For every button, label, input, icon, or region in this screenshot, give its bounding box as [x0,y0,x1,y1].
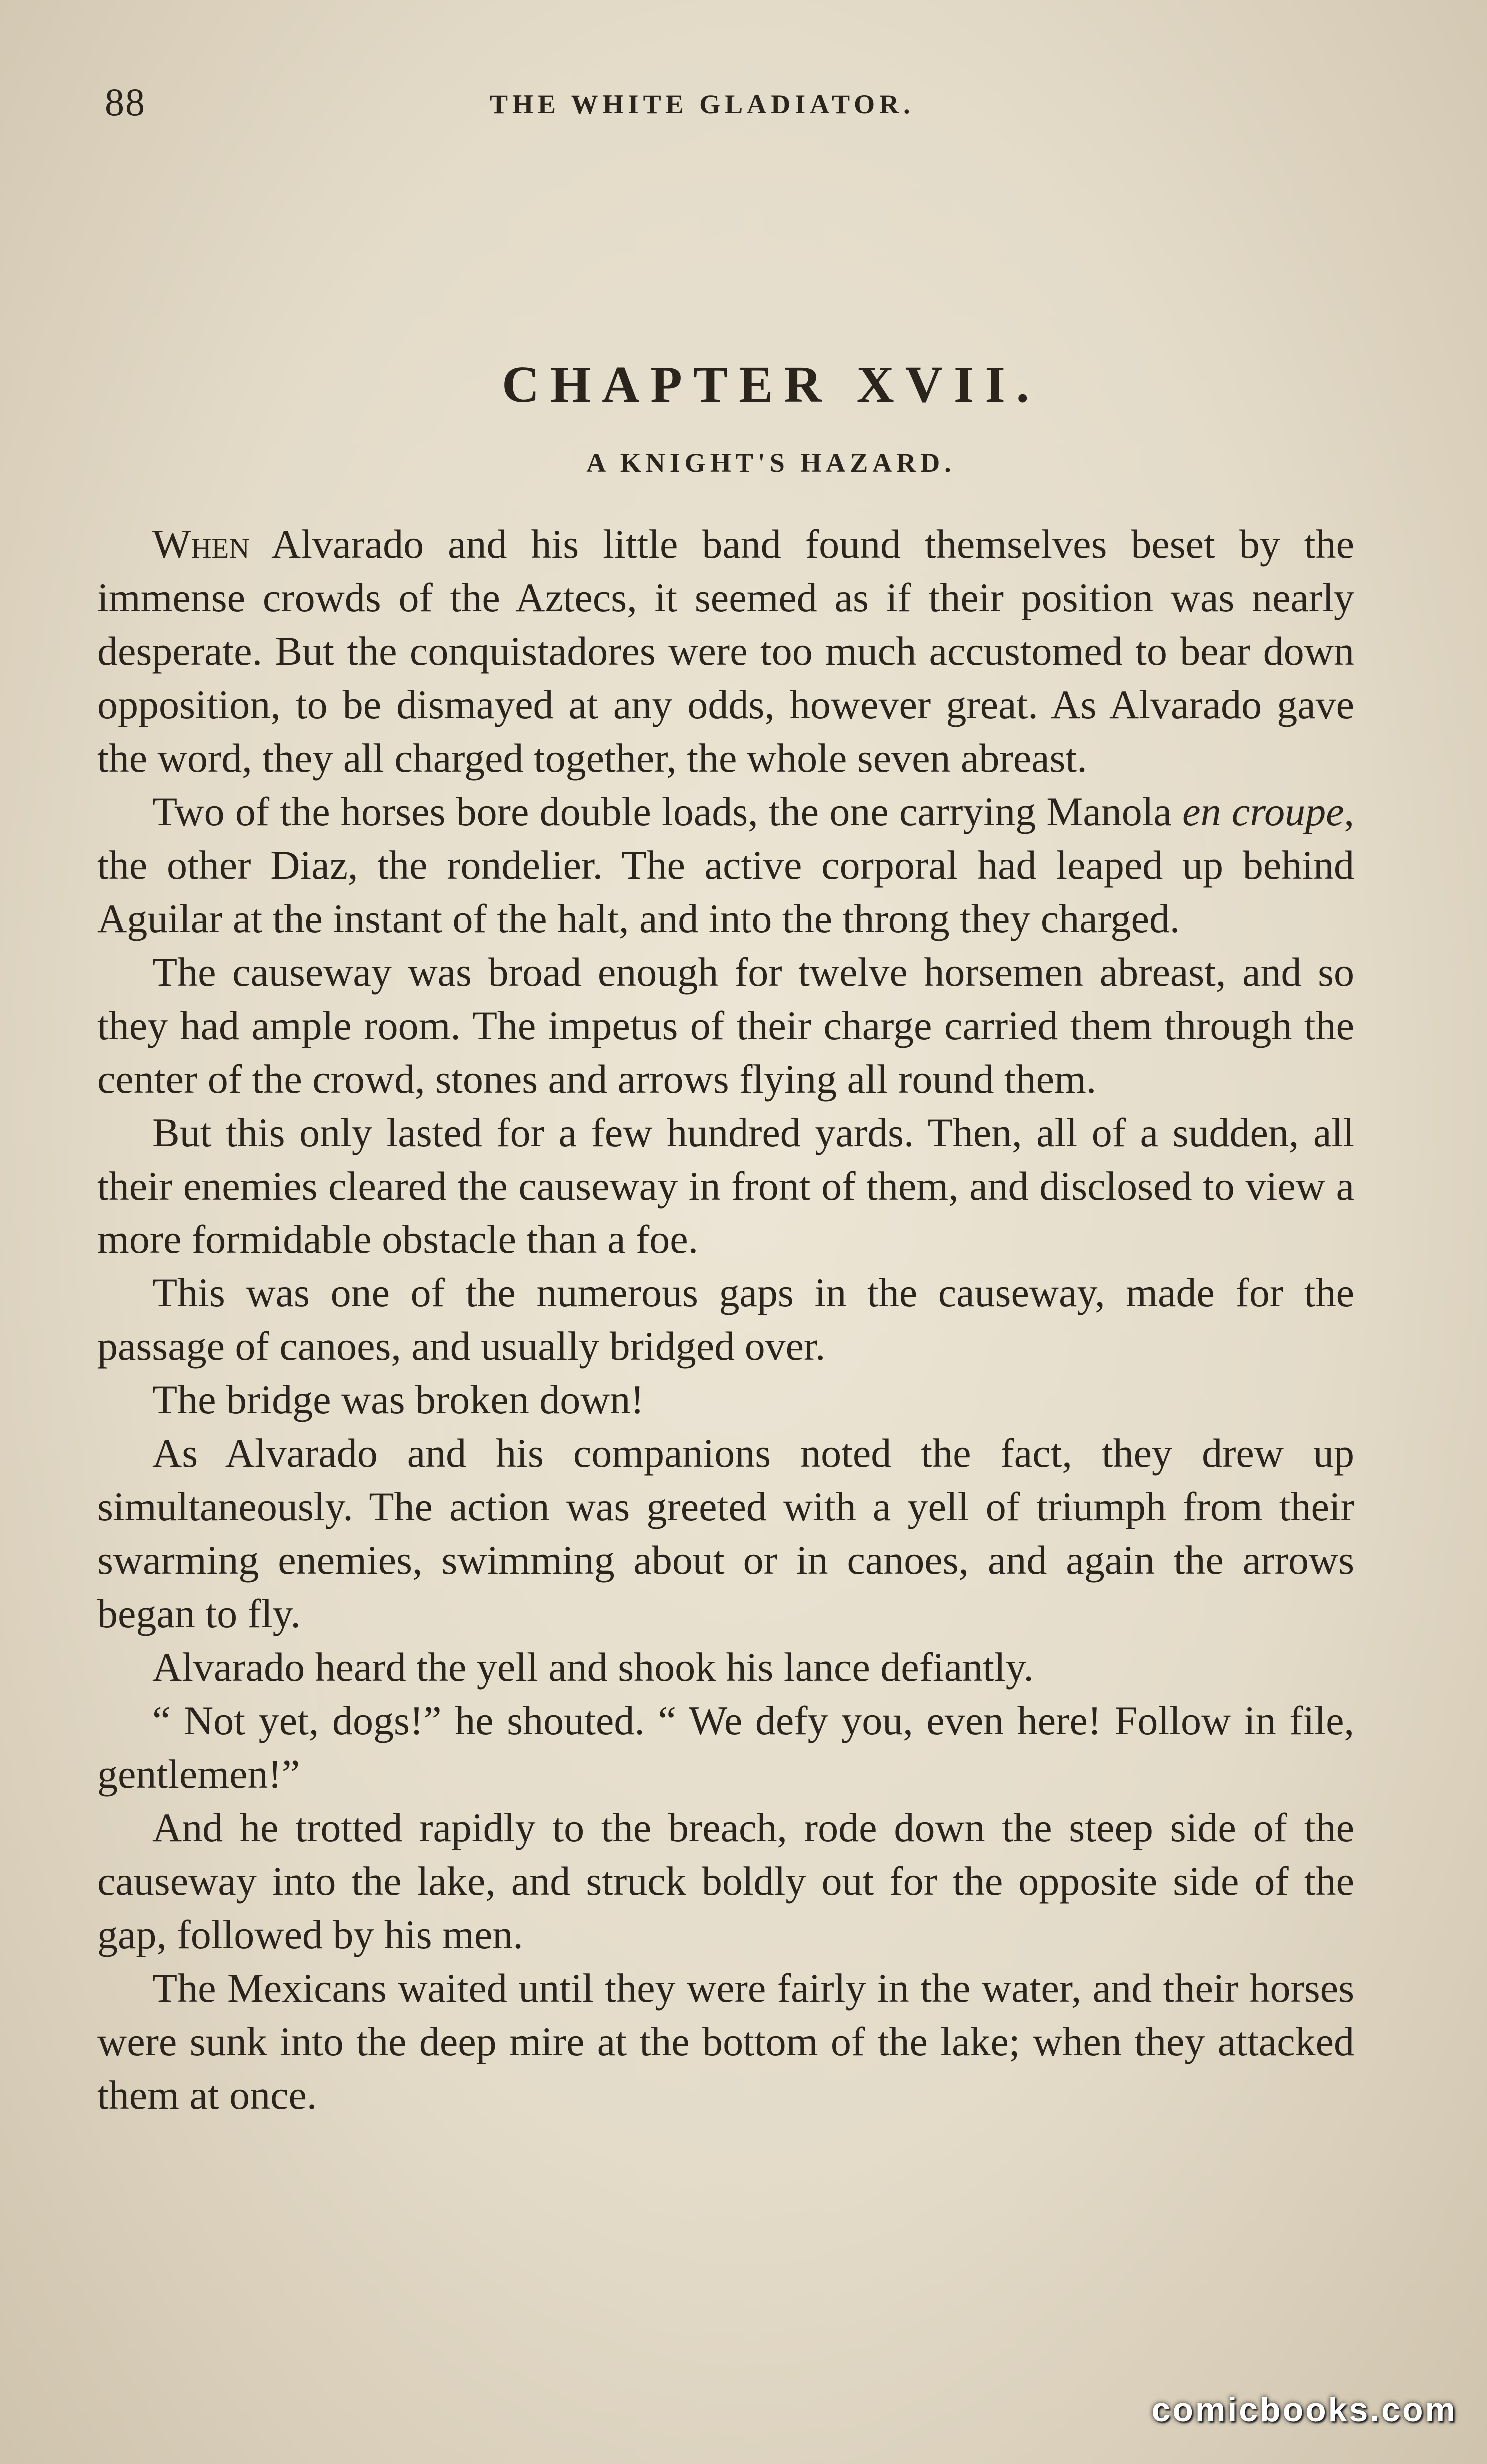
chapter-title: CHAPTER XVII. [502,356,1040,413]
page-number: 88 [105,80,146,124]
paragraph-text: Alvarado and his little band found themselves beset by the immense crowds of the Aztecs, it seemed as if their position was nearly desperate. But the conquistadores were too much accustomed to bear down opposition, to be dismayed at any odds, however great. As Alvarado gave the word, they all charged together, the whole seven abreast. [97,521,1354,781]
paragraph: The bridge was broken down! [152,1377,644,1422]
paragraph: The causeway was broad enough for twelve horsemen abreast, and so they had ample room. The impetus of their charge carried them through the center of the crowd, stones and arrows flying all round them. [97,949,1354,1102]
paragraph-text: Two of the horses bore double loads, the one carrying Manola [152,789,1183,834]
running-header [105,80,1382,135]
chapter-subtitle: A KNIGHT'S HAZARD. [586,448,956,478]
paragraph: The Mexicans waited until they were fairly in the water, and their horses were sunk into the deep mire at the bottom of the lake; when they attacked them at once. [97,1965,1354,2118]
paragraph: “ Not yet, dogs!” he shouted. “ We defy you, even here! Follow in file, gentlemen!” [97,1698,1354,1797]
paragraph: This was one of the numerous gaps in the causeway, made for the passage of canoes, and usually bridged over. [97,1270,1354,1369]
paragraph: Alvarado heard the yell and shook his lance defiantly. [152,1644,1034,1690]
paragraph [97,517,1354,785]
italic-phrase: en croupe [1182,789,1344,834]
paragraph: As Alvarado and his companions noted the fact, they drew up simultaneously. The action was greeted with a yell of triumph from their swarming enemies, swimming about or in canoes, and again the arrows began to fly. [97,1430,1354,1636]
paragraph [97,785,1354,945]
paragraph-lead-word: When [152,521,250,567]
running-title: THE WHITE GLADIATOR. [490,89,915,119]
paragraph: But this only lasted for a few hundred yards. Then, all of a sudden, all their enemies cleared the causeway in front of them, and disclosed to view a more formidable obstacle than a foe. [97,1110,1354,1262]
chapter-body [97,517,1354,2122]
paragraph-text: , the other Diaz, the rondelier. The active corporal had leaped up behind Aguilar at the instant of the halt, and into the throng they charged. [97,789,1354,941]
watermark: comicbooks.com [1151,2391,1457,2429]
paragraph: And he trotted rapidly to the breach, rode down the steep side of the causeway into the lake, and struck boldly out for the opposite side of the gap, followed by his men. [97,1805,1354,1957]
